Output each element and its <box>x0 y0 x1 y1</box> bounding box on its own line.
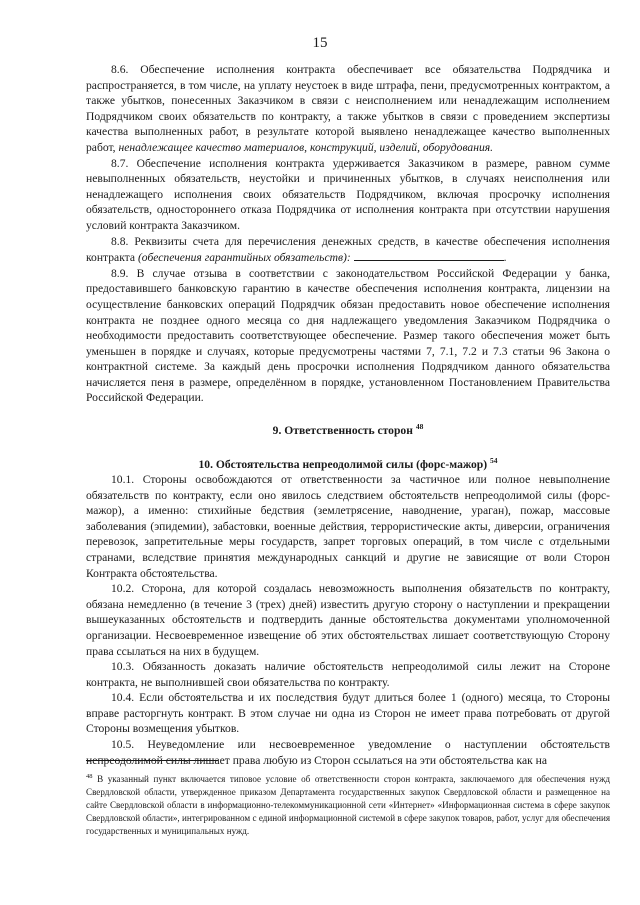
section-10-heading <box>86 453 610 472</box>
footnote-separator <box>86 760 218 761</box>
clause-8-9 <box>86 266 610 406</box>
clause-8-6 <box>86 62 610 156</box>
section-9-footnote-ref: 48 <box>415 422 424 432</box>
footnote-text: В указанный пункт включается типовое условие об ответственности сторон контракта, заключаемого для обеспечения нужд Свердловской области, утвержденное приказом Департамента государственных закупок Свердловской области и размещенное на сайте Свердловской области в информационно-телекоммуникационной сети «Интернет» «Информационная система в сфере закупок Свердловской области», интегрированном с единой информационной системой в сфере закупок товаров, работ, услуг для обеспечения государственных и муниципальных нужд. <box>86 774 610 837</box>
clause-10-1: 10.1. Стороны освобождаются от ответственности за частичное или полное невыполнение обязательств по контракту, если оно явилось следствием обстоятельств непреодолимой силы (форс-мажор), а именно: стихийные бедствия (землетрясение, наводнение, ураган), пожар, массовые заболевания (эпидемии), забастовки, военные действия, террористические акты, диверсии, ограничения перевозок, запретительные меры государств, запрет торговых операций, в том числе с отдельными странами, вследствие принятия международных санкций и другие не зависящие от воли Сторон Контракта обстоятельства. <box>86 472 610 580</box>
section-10-footnote-ref: 54 <box>490 455 498 465</box>
clause-8-8-end: . <box>503 251 507 265</box>
section-9-heading <box>86 419 610 438</box>
clause-10-5: 10.5. Неуведомление или несвоевременное уведомление о наступлении обстоятельств непреодолимой силы лишает права любую из Сторон ссылаться на эти обстоятельства как на <box>86 738 610 767</box>
clause-8-8-text: 8.8. Реквизиты счета для перечисления денежных средств, в качестве обеспечения исполнения контракта <box>86 234 610 265</box>
page-number: 15 <box>312 35 328 51</box>
blank-fill-line <box>354 249 504 261</box>
document-body <box>86 62 610 768</box>
clause-10-2: 10.2. Сторона, для которой создалась невозможность выполнения обязательств по контракту, обязана немедленно (в течение 3 (трех) дней) известить другую сторону о наступлении и прекращении вышеуказанных обстоятельств и подтвердить данные обстоятельства документами уполномоченной организации. Несвоевременное извещение об этих обстоятельствах лишает соответствующую Сторону права ссылаться на них в будущем. <box>86 582 610 658</box>
clause-10-3: 10.3. Обязанность доказать наличие обстоятельств непреодолимой силы лежит на Стороне контракта, не выполнившей свои обязательства по контракту. <box>86 660 610 689</box>
clause-8-7-text: 8.7. Обеспечение исполнения контракта удерживается Заказчиком в размере, равном сумме невыполненных обязательств, неустойки и причиненных убытков, в случаях неисполнения или ненадлежащего исполнения своих обязательств Подрядчиком, включая просрочку исполнения обязательств, одностороннего отказа Подрядчика от исполнения контракта при отсутствии нарушения условий контракта Заказчиком. <box>86 156 610 232</box>
clause-8-6-italic: ненадлежащее качество материалов, конструкций, изделий, оборудования. <box>118 140 494 154</box>
footnote-48 <box>86 770 610 838</box>
clause-8-8 <box>86 234 610 266</box>
section-10-title: 10. Обстоятельства непреодолимой силы (форс-мажор) <box>198 457 491 471</box>
clause-8-6-text: 8.6. Обеспечение исполнения контракта обеспечивает все обязательства Подрядчика и распространяется, в том числе, на уплату неустоек в виде штрафа, пени, предусмотренных контрактом, а также убытков, понесенных Заказчиком в связи с неисполнением или ненадлежащим исполнением Подрядчиком своих обязательств по контракту, а также убытков в связи с проведением экспертизы качества выполненных работ, в результате которой выявлено ненадлежащее качество выполненных работ, <box>86 63 610 154</box>
clause-8-9-text: 8.9. В случае отзыва в соответствии с законодательством Российской Федерации у банка, предоставившего банковскую гарантию в качестве обеспечения исполнения контракта, лицензии на осуществление банковских операций Подрядчик обязан предоставить новое обеспечение исполнения контракта не позднее одного месяца со дня надлежащего уведомления Заказчиком Подрядчика о необходимости предоставить соответствующее обеспечение. Размер такого обеспечения может быть уменьшен в порядке и случаях, которые предусмотрены частями 7, 7.1, 7.2 и 7.3 статьи 96 Закона о контрактной системе. За каждый день просрочки исполнения Подрядчиком данного обязательства начисляется пеня в размере, определённом в порядке, установленном Постановлением Правительства Российской Федерации. <box>86 266 610 405</box>
clause-10-4: 10.4. Если обстоятельства и их последствия будут длиться более 1 (одного) месяца, то Стороны вправе расторгнуть контракт. В этом случае ни одна из Сторон не имеет права потребовать от другой Стороны возмещения убытков. <box>86 691 610 736</box>
clause-8-7 <box>86 156 610 234</box>
footnote-mark: 48 <box>86 773 93 780</box>
clause-8-8-italic: (обеспечения гарантийных обязательств): <box>137 251 351 265</box>
section-9-title: 9. Ответственность сторон <box>272 423 416 437</box>
